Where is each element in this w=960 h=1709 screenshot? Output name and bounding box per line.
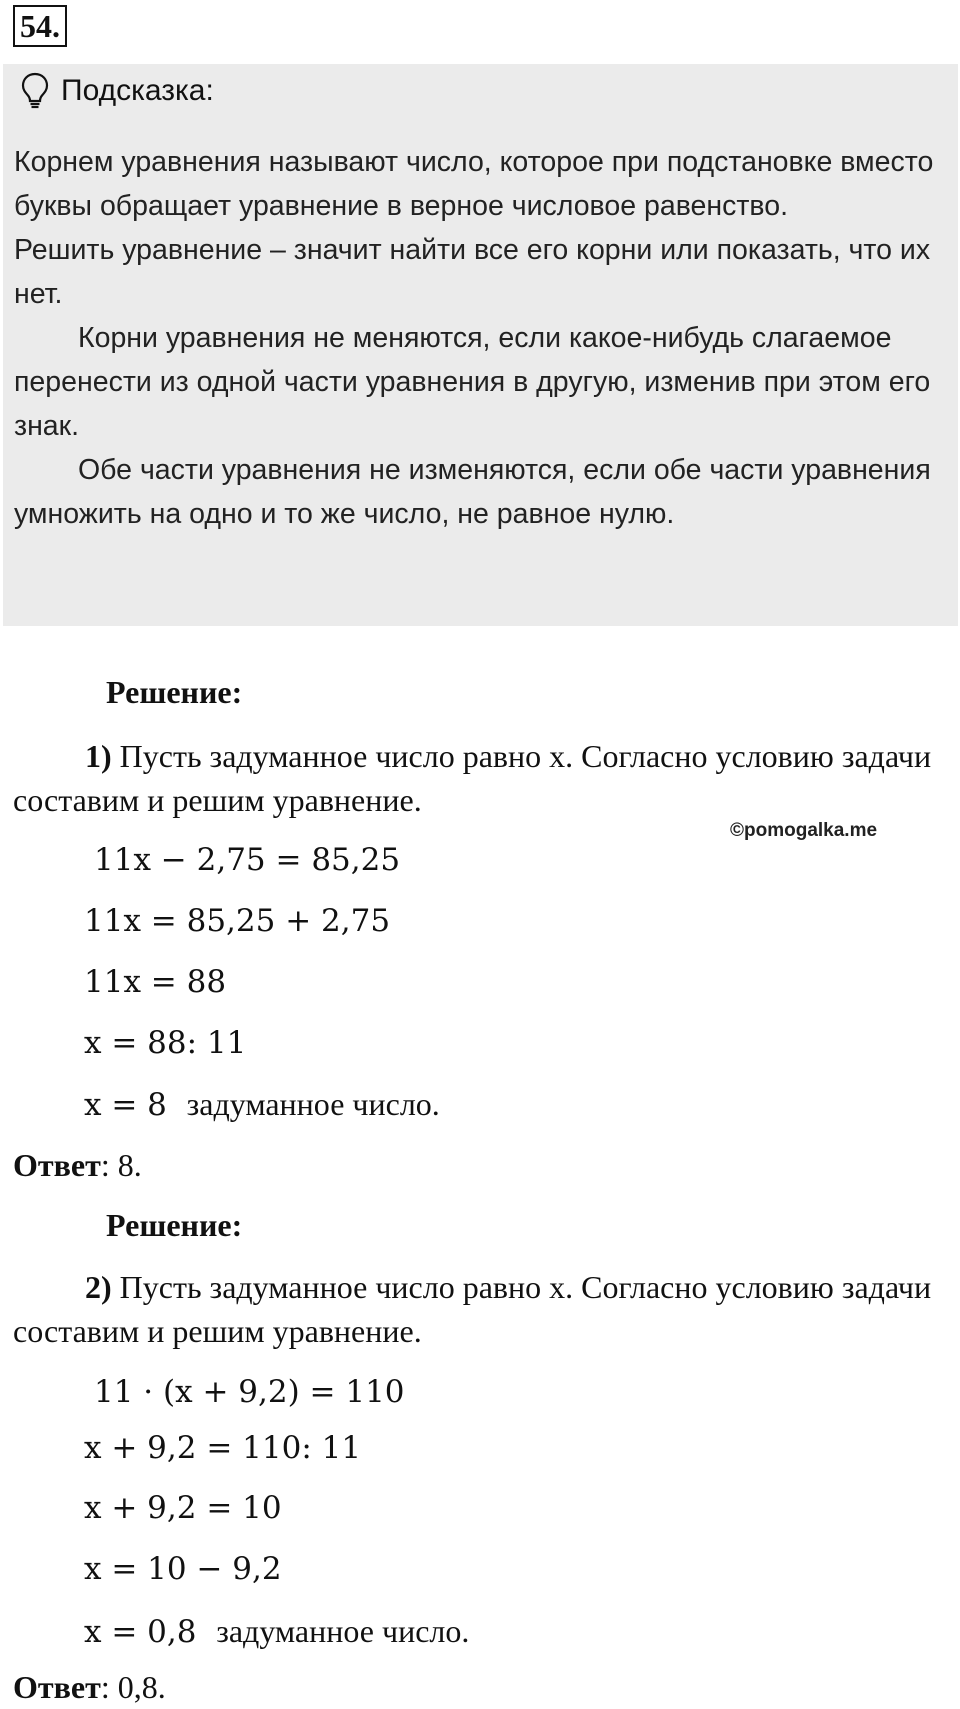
answer-value: : 0,8. bbox=[100, 1669, 166, 1705]
answer bbox=[13, 1143, 142, 1187]
hint-body bbox=[14, 140, 954, 536]
solution-heading: Решение: bbox=[106, 1207, 243, 1243]
answer bbox=[13, 1665, 166, 1709]
hint-paragraph: Корнем уравнения называют число, которое при подстановке вместо буквы обращает уравнение в верное числовое равенство. bbox=[14, 146, 934, 222]
equation: 11x = 85,25 + 2,75 bbox=[84, 903, 391, 939]
equation-note: задуманное число. bbox=[216, 1613, 470, 1649]
task-number: 54. bbox=[13, 5, 67, 47]
equation: x + 9,2 = 10 bbox=[84, 1490, 282, 1526]
hint-paragraph: Корни уравнения не меняются, если какое-нибудь слагаемое перенести из одной части уравнения в другую, изменив при этом его знак. bbox=[14, 322, 931, 442]
solution-number: 2) bbox=[85, 1269, 112, 1305]
equation-final bbox=[84, 1082, 440, 1127]
equation: x = 0,8 bbox=[84, 1614, 197, 1650]
hint-box bbox=[3, 64, 958, 626]
equation: x = 10 − 9,2 bbox=[84, 1551, 282, 1587]
equation: x = 8 bbox=[84, 1087, 167, 1123]
watermark: ©pomogalka.me bbox=[730, 820, 878, 841]
equation: 11x − 2,75 = 85,25 bbox=[94, 842, 401, 878]
equation: 11x = 88 bbox=[84, 964, 227, 1000]
answer-label: Ответ bbox=[13, 1669, 101, 1705]
answer-value: : 8. bbox=[100, 1147, 142, 1183]
hint-header bbox=[21, 72, 214, 110]
solution-number: 1) bbox=[85, 738, 112, 774]
lightbulb-icon bbox=[21, 72, 49, 110]
solution-heading: Решение: bbox=[106, 674, 243, 710]
equation-final bbox=[84, 1609, 469, 1654]
solution-statement: Пусть задуманное число равно x. Согласно условию задачи составим и решим уравнение. bbox=[13, 1269, 932, 1349]
hint-paragraph: Решить уравнение – значит найти все его корни или показать, что их нет. bbox=[14, 234, 931, 310]
equation: 11 · (x + 9,2) = 110 bbox=[94, 1374, 405, 1410]
equation: x = 88: 11 bbox=[84, 1025, 247, 1061]
answer-label: Ответ bbox=[13, 1147, 101, 1183]
hint-paragraph: Обе части уравнения не изменяются, если обе части уравнения умножить на одно и то же число, не равное нулю. bbox=[14, 454, 931, 530]
hint-title: Подсказка: bbox=[61, 74, 214, 107]
solution-statement: Пусть задуманное число равно x. Согласно условию задачи составим и решим уравнение. bbox=[13, 738, 932, 818]
solution-text bbox=[13, 1265, 948, 1353]
equation-note: задуманное число. bbox=[186, 1086, 440, 1122]
solution-text bbox=[13, 734, 948, 822]
equation: x + 9,2 = 110: 11 bbox=[84, 1430, 362, 1466]
